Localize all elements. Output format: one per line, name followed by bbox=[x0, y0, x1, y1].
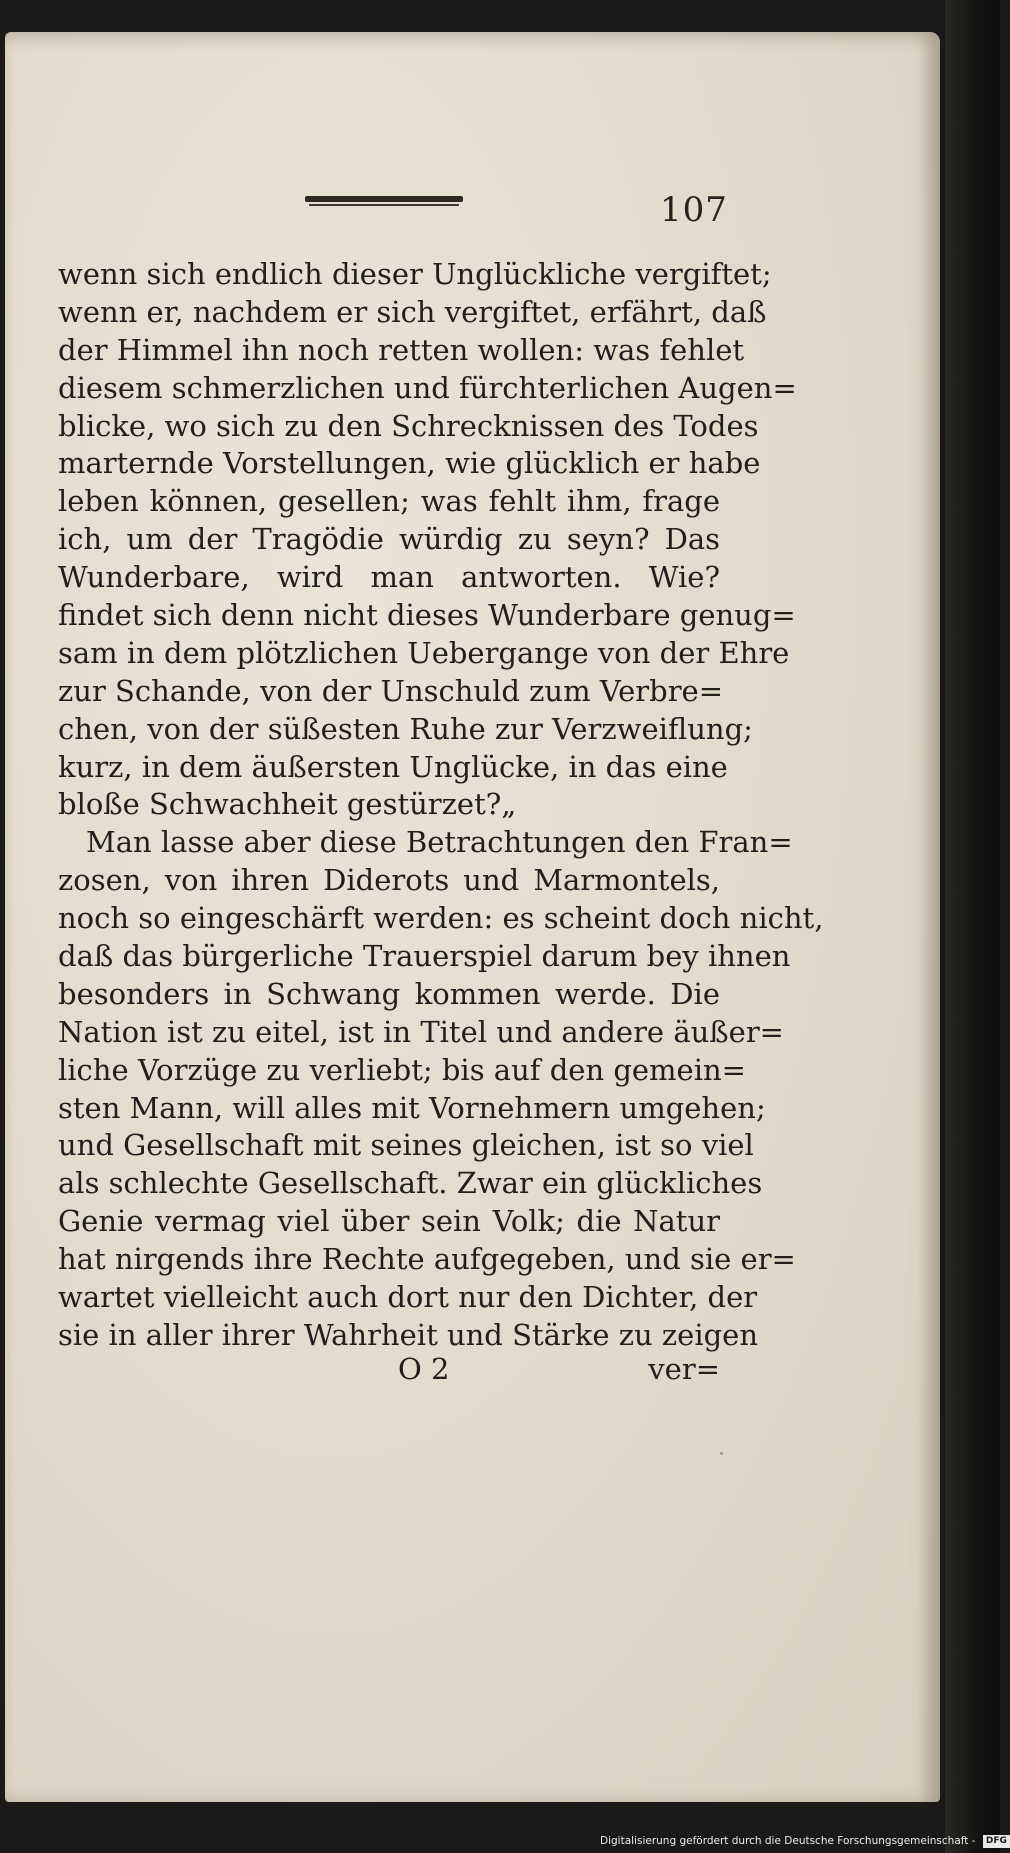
text-line: daß das bürgerliche Trauerspiel darum bey ihnen bbox=[58, 939, 791, 974]
text-line: zosen, von ihren Diderots und Marmontels, bbox=[58, 863, 720, 898]
text-line: hat nirgends ihre Rechte aufgegeben, und sie er= bbox=[58, 1242, 796, 1277]
page-number: 107 bbox=[660, 190, 728, 230]
text-line: diesem schmerzlichen und fürchterlichen Augen= bbox=[58, 370, 797, 405]
text-line: chen, von der süßesten Ruhe zur Verzweiflung; bbox=[58, 711, 753, 746]
text-line: blicke, wo sich zu den Schrecknissen des Todes bbox=[58, 408, 759, 443]
text-line: Genie vermag viel über sein Volk; die Natur bbox=[58, 1204, 720, 1239]
text-line: Nation ist zu eitel, ist in Titel und andere äußer= bbox=[58, 1014, 784, 1049]
text-line: ich, um der Tragödie würdig zu seyn? Das bbox=[58, 522, 720, 557]
text-line: sam in dem plötzlichen Uebergange von der Ehre bbox=[58, 635, 790, 670]
text-line: wenn er, nachdem er sich vergiftet, erfährt, daß bbox=[58, 294, 767, 329]
page-footer bbox=[58, 1352, 720, 1392]
text-line: der Himmel ihn noch retten wollen: was fehlet bbox=[58, 332, 745, 367]
text-line: findet sich denn nicht dieses Wunderbare genug= bbox=[58, 598, 796, 633]
text-line: besonders in Schwang kommen werde. Die bbox=[58, 976, 720, 1011]
text-line: wenn sich endlich dieser Unglückliche vergiftet; bbox=[58, 257, 772, 291]
text-line: Wunderbare, wird man antworten. Wie? bbox=[58, 560, 720, 595]
signature-mark: O 2 bbox=[398, 1352, 450, 1386]
text-line: liche Vorzüge zu verliebt; bis auf den gemein= bbox=[58, 1052, 746, 1087]
text-line: als schlechte Gesellschaft. Zwar ein glückliches bbox=[58, 1166, 763, 1201]
text-line: und Gesellschaft mit seines gleichen, ist so viel bbox=[58, 1128, 754, 1163]
text-line: noch so eingeschärft werden: es scheint doch nicht, bbox=[58, 901, 824, 936]
body-text bbox=[58, 256, 824, 1355]
scanner-background-strip bbox=[945, 0, 1000, 1853]
text-line: bloße Schwachheit gestürzet?„ bbox=[58, 787, 517, 822]
text-line: marternde Vorstellungen, wie glücklich er habe bbox=[58, 446, 761, 481]
digitization-credit bbox=[600, 1832, 1010, 1850]
text-line: Man lasse aber diese Betrachtungen den Fran= bbox=[86, 825, 793, 860]
text-line: sten Mann, will alles mit Vornehmern umgehen; bbox=[58, 1090, 766, 1125]
text-line: wartet vielleicht auch dort nur den Dichter, der bbox=[58, 1280, 758, 1315]
text-line: sie in aller ihrer Wahrheit und Stärke zu zeigen bbox=[58, 1317, 759, 1352]
dfg-logo: DFG bbox=[983, 1835, 1010, 1848]
paper-speck bbox=[720, 1452, 723, 1455]
catchword: ver= bbox=[648, 1352, 720, 1386]
credit-text: Digitalisierung gefördert durch die Deutsche Forschungsgemeinschaft - bbox=[600, 1835, 976, 1847]
header-rule bbox=[305, 196, 463, 206]
text-line: zur Schande, von der Unschuld zum Verbre= bbox=[58, 673, 724, 708]
text-line: leben können, gesellen; was fehlt ihm, frage bbox=[58, 484, 720, 519]
text-line: kurz, in dem äußersten Unglücke, in das eine bbox=[58, 749, 728, 784]
page-edge-shadow bbox=[918, 32, 940, 1802]
